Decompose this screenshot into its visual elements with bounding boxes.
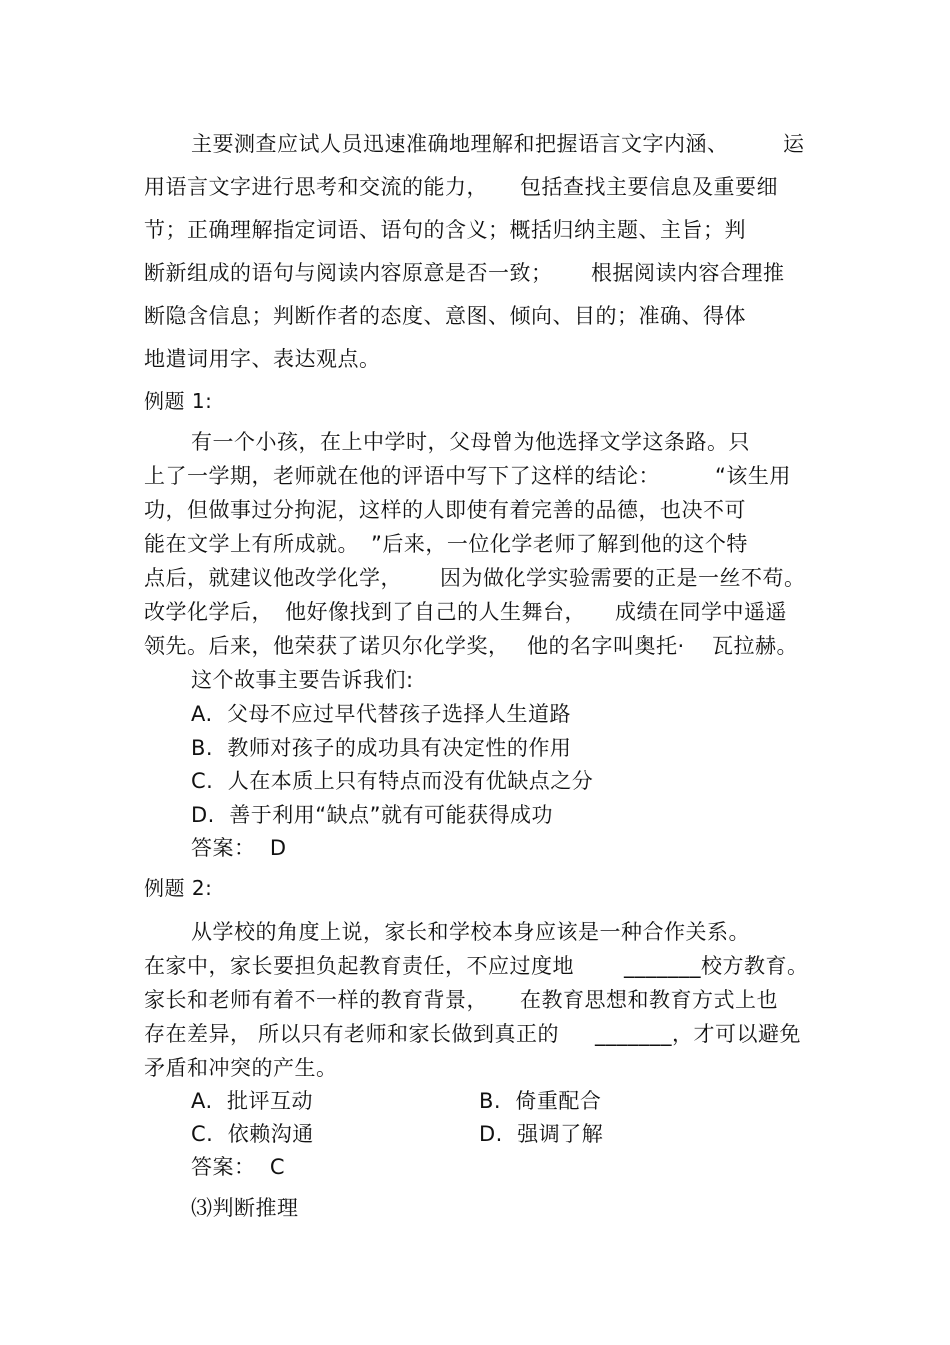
intro-line-3: 节；正确理解指定词语、语句的含义；概括归纳主题、主旨；判 <box>144 218 746 242</box>
example-1-option-c: C. 人在本质上只有特点而没有优缺点之分 <box>191 769 594 793</box>
example-1-option-b: B. 教师对孩子的成功具有决定性的作用 <box>191 736 572 760</box>
example-1-passage-line-2: 上了一学期，老师就在他的评语中写下了这样的结论： <box>144 464 660 488</box>
example-1-passage-line-2-tail: “该生用 <box>715 464 791 488</box>
example-2-passage-line-4-tail: _______，才可以避免 <box>595 1022 801 1046</box>
intro-line-2-tail: 包括查找主要信息及重要细 <box>520 175 778 199</box>
example-2-passage-line-5: 矛盾和冲突的产生。 <box>144 1056 338 1080</box>
example-1-passage-line-6: 改学化学后， <box>144 600 273 624</box>
example-1-question: 这个故事主要告诉我们: <box>191 668 414 692</box>
intro-line-2: 用语言文字进行思考和交流的能力， <box>144 175 488 199</box>
example-1-passage-line-4-tail: ”后来，一位化学老师了解到他的这个特 <box>371 532 748 556</box>
intro-line-4-tail: 根据阅读内容合理推 <box>591 261 785 285</box>
example-2-passage-line-3: 家长和老师有着不一样的教育背景， <box>144 988 488 1012</box>
example-1-option-d: D. 善于利用“缺点”就有可能获得成功 <box>191 803 553 827</box>
example-2-passage-line-1: 从学校的角度上说，家长和学校本身应该是一种合作关系。 <box>191 920 750 944</box>
example-1-passage-line-5: 点后，就建议他改学化学， <box>144 566 402 590</box>
example-1-passage-line-6-mid: 他好像找到了自己的人生舞台， <box>285 600 586 624</box>
example-2-passage-line-2: 在家中，家长要担负起教育责任，不应过度地 <box>144 954 574 978</box>
example-1-label: 例题 1: <box>144 389 213 413</box>
example-1-passage-line-7: 领先。后来，他荣获了诺贝尔化学奖， <box>144 634 510 658</box>
example-1-option-a: A. 父母不应过早代替孩子选择人生道路 <box>191 702 572 726</box>
example-2-passage-line-4-mid: 所以只有老师和家长做到真正的 <box>258 1022 559 1046</box>
example-2-option-c: C. 依赖沟通 <box>191 1122 314 1146</box>
example-2-passage-line-4: 存在差异， <box>144 1022 252 1046</box>
example-2-label: 例题 2: <box>144 876 213 900</box>
example-2-option-a: A. 批评互动 <box>191 1089 314 1113</box>
intro-line-1: 主要测查应试人员迅速准确地理解和把握语言文字内涵、 <box>191 132 729 156</box>
example-2-option-d: D. 强调了解 <box>479 1122 604 1146</box>
example-2-option-b: B. 倚重配合 <box>479 1089 602 1113</box>
example-1-passage-line-7-mid: 他的名字叫奥托· <box>527 634 685 658</box>
example-1-passage-line-3: 功，但做事过分拘泥，这样的人即使有着完善的品德，也决不可 <box>144 498 746 522</box>
example-2-answer: 答案： C <box>191 1155 286 1179</box>
example-1-passage-line-5-tail: 因为做化学实验需要的正是一丝不苟。 <box>440 566 806 590</box>
example-1-passage-line-1: 有一个小孩，在上中学时，父母曾为他选择文学这条路。只 <box>191 430 750 454</box>
example-2-passage-line-2-tail: _______校方教育。 <box>624 954 809 978</box>
example-1-passage-line-6-tail: 成绩在同学中遥遥 <box>615 600 787 624</box>
example-1-answer: 答案： D <box>191 836 287 860</box>
example-1-passage-line-4: 能在文学上有所成就。 <box>144 532 359 556</box>
intro-line-1-tail: 运 <box>783 132 805 156</box>
example-2-passage-line-3-tail: 在教育思想和教育方式上也 <box>520 988 778 1012</box>
intro-line-6: 地遣词用字、表达观点。 <box>144 347 381 371</box>
section-heading: ⑶判断推理 <box>191 1196 299 1220</box>
example-1-passage-line-7-tail: 瓦拉赫。 <box>712 634 798 658</box>
intro-line-5: 断隐含信息；判断作者的态度、意图、倾向、目的；准确、得体 <box>144 304 746 328</box>
intro-line-4: 断新组成的语句与阅读内容原意是否一致； <box>144 261 553 285</box>
